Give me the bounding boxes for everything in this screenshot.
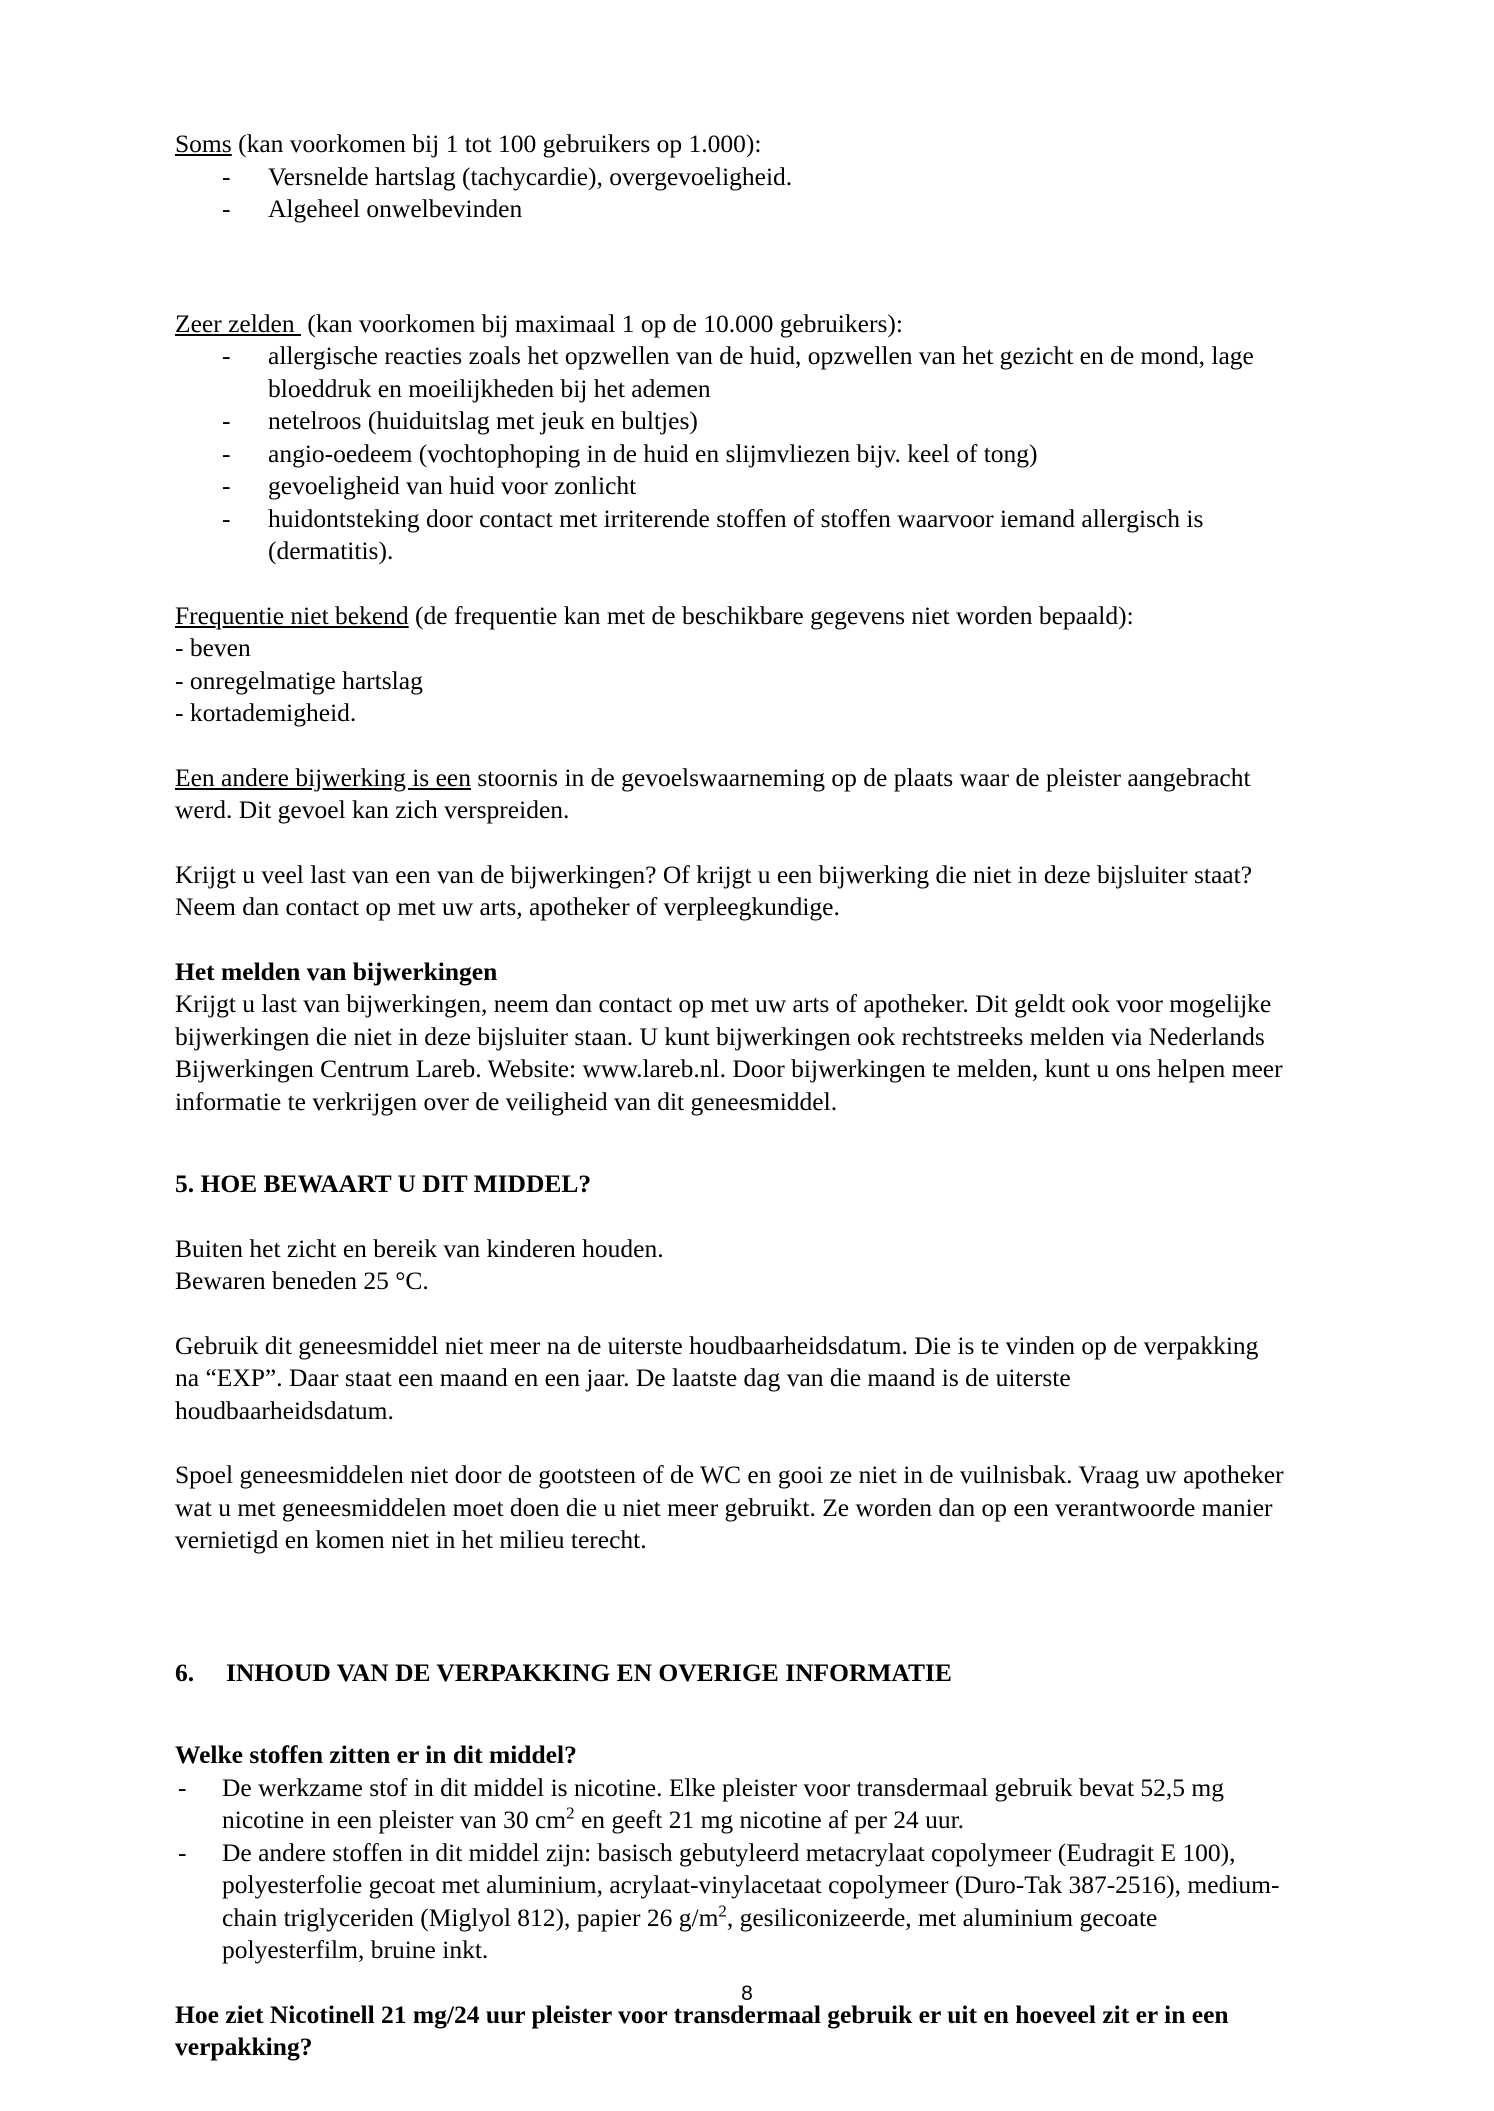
bullet-dash-icon: - bbox=[222, 161, 231, 191]
section6-heading-spacer bbox=[194, 1658, 226, 1687]
list-item-label: angio-oedeem (vochtophoping in de huid en slijmvliezen bijv. keel of tong) bbox=[268, 438, 1038, 468]
list-item bbox=[175, 1772, 1285, 1837]
list-item bbox=[175, 470, 1285, 503]
soms-lead bbox=[175, 128, 1285, 161]
frequentie-lead-underlined: Frequentie niet bekend bbox=[175, 600, 409, 630]
section5-storage-line1: Buiten het zicht en bereik van kinderen houden. bbox=[175, 1233, 664, 1263]
other-substances-text-part2: , gesiliconizeerde, met aluminium gecoate polyesterfilm, bruine inkt. bbox=[222, 1902, 1158, 1964]
soms-lead-underlined: Soms bbox=[175, 129, 232, 158]
zeer-zelden-lead bbox=[175, 308, 1285, 341]
list-item bbox=[175, 503, 1285, 568]
spacer bbox=[175, 730, 1285, 762]
zeer-zelden-list bbox=[175, 340, 1285, 568]
list-item-label: allergische reacties zoals het opzwellen van de huid, opzwellen van het gezicht en de mond, lage bloeddruk en moeilijkheden bij het ademen bbox=[268, 341, 1254, 403]
bullet-dash-icon: - bbox=[222, 438, 231, 468]
frequentie-lead-rest: (de frequentie kan met de beschikbare gegevens niet worden bepaald): bbox=[408, 600, 1134, 630]
bullet-dash-icon: - bbox=[222, 406, 231, 435]
spacer bbox=[175, 568, 1285, 600]
superscript-square: 2 bbox=[566, 1803, 575, 1823]
section6-subheading-ingredients: Welke stoffen zitten er in dit middel? bbox=[175, 1740, 577, 1769]
bullet-dash-icon: - bbox=[178, 1837, 187, 1867]
spacer bbox=[175, 1427, 1285, 1459]
spacer bbox=[175, 226, 1285, 308]
list-item bbox=[175, 193, 1285, 226]
list-item-label bbox=[222, 1838, 1280, 1965]
section5-heading: 5. HOE BEWAART U DIT MIDDEL? bbox=[175, 1169, 592, 1198]
spacer bbox=[175, 827, 1285, 859]
frequentie-item-kortademigheid: - kortademigheid. bbox=[175, 698, 357, 727]
andere-bijwerking-underlined: Een andere bijwerking is een bbox=[175, 762, 471, 792]
frequentie-item-beven: - beven bbox=[175, 633, 251, 662]
frequentie-item-onregelmatige-hartslag: - onregelmatige hartslag bbox=[175, 665, 423, 695]
list-item bbox=[175, 340, 1285, 405]
andere-bijwerking-rest: stoornis in de gevoelswaarneming op de plaats waar de pleister aangebracht werd. Dit gevoel kan zich verspreiden. bbox=[175, 762, 1257, 824]
soms-list bbox=[175, 161, 1285, 226]
section6-subheading-appearance: Hoe ziet Nicotinell 21 mg/24 uur pleister voor transdermaal gebruik er uit en hoeveel zit er in een verpakking? bbox=[175, 1999, 1235, 2061]
spacer bbox=[175, 1689, 1285, 1739]
bullet-dash-icon: - bbox=[222, 194, 231, 223]
zeer-zelden-lead-underlined: Zeer zelden bbox=[175, 308, 301, 338]
list-item-label: huidontsteking door contact met irriterende stoffen of stoffen waarvoor iemand allergisch is (dermatitis). bbox=[268, 503, 1204, 565]
active-substance-text-part1: De werkzame stof in dit middel is nicotine. Elke pleister voor transdermaal gebruik bevat 52,5 mg nicotine in een pleister van 30 cm bbox=[222, 1772, 1225, 1834]
melden-heading: Het melden van bijwerkingen bbox=[175, 956, 498, 986]
list-item-label: Versnelde hartslag (tachycardie), overgevoeligheid. bbox=[268, 161, 793, 191]
zeer-zelden-lead-rest: (kan voorkomen bij maximaal 1 op de 10.000 gebruikers): bbox=[301, 308, 903, 338]
melden-body: Krijgt u last van bijwerkingen, neem dan contact op met uw arts of apotheker. Dit geldt ook voor mogelijke bijwerkingen die niet in deze bijsluiter staan. U kunt bijwerkingen ook rechtstreeks melden via Nederlands Bijwerkingen Centrum Lareb. Website: www.lareb.nl. Door bijwerkingen te melden, kunt u ons helpen meer informatie te verkrijgen over de veiligheid van dit geneesmiddel. bbox=[175, 989, 1289, 1116]
page-content bbox=[175, 128, 1290, 2064]
section5-storage-line2: Bewaren beneden 25 °C. bbox=[175, 1266, 429, 1295]
section6-ingredients-list bbox=[175, 1772, 1285, 1967]
list-item-label bbox=[222, 1773, 1224, 1835]
bullet-dash-icon: - bbox=[222, 471, 231, 500]
list-item bbox=[175, 438, 1285, 471]
bullet-dash-icon: - bbox=[222, 341, 231, 370]
soms-lead-rest: (kan voorkomen bij 1 tot 100 gebruikers op 1.000): bbox=[231, 129, 762, 158]
spacer bbox=[175, 924, 1285, 956]
spacer bbox=[175, 1118, 1285, 1168]
active-substance-text-part2: en geeft 21 mg nicotine af per 24 uur. bbox=[574, 1805, 965, 1834]
superscript-square: 2 bbox=[718, 1901, 727, 1920]
section6-heading bbox=[175, 1657, 1285, 1690]
spacer bbox=[175, 1298, 1285, 1330]
bullet-dash-icon: - bbox=[178, 1772, 187, 1802]
list-item-label: Algeheel onwelbevinden bbox=[268, 194, 523, 223]
list-item bbox=[175, 161, 1285, 194]
spacer bbox=[175, 1557, 1285, 1657]
other-substances-text-part1: De andere stoffen in dit middel zijn: basisch gebutyleerd metacrylaat copolymeer (Eudragit E 100), polyesterfolie gecoat met aluminium, acrylaat-vinylacetaat copolymeer (Duro-Tak 387-2516), medium-chain triglyceriden (Miglyol 812), papier 26 g/m bbox=[222, 1837, 1280, 1932]
list-item bbox=[175, 405, 1285, 438]
section6-number: 6. bbox=[175, 1657, 195, 1687]
bullet-dash-icon: - bbox=[222, 503, 231, 533]
section6-heading-label: INHOUD VAN DE VERPAKKING EN OVERIGE INFORMATIE bbox=[226, 1657, 952, 1687]
frequentie-lead bbox=[175, 600, 1285, 633]
page-number: 8 bbox=[741, 1982, 753, 2005]
veel-last-paragraph: Krijgt u veel last van een van de bijwerkingen? Of krijgt u een bijwerking die niet in deze bijsluiter staat? Neem dan contact op met uw arts, apotheker of verpleegkundige. bbox=[175, 859, 1259, 921]
section5-disposal-paragraph: Spoel geneesmiddelen niet door de gootsteen of de WC en gooi ze niet in de vuilnisbak. Vraag uw apotheker wat u met geneesmiddelen moet doen die u niet meer gebruikt. Ze worden dan op een verantwoorde manier vernietigd en komen niet in het milieu terecht. bbox=[175, 1460, 1290, 1554]
list-item bbox=[175, 1837, 1285, 1967]
list-item-label: netelroos (huiduitslag met jeuk en bultjes) bbox=[268, 406, 698, 435]
spacer bbox=[175, 1201, 1285, 1233]
andere-bijwerking-paragraph bbox=[175, 762, 1285, 827]
list-item-label: gevoeligheid van huid voor zonlicht bbox=[268, 471, 637, 500]
section5-expiry-paragraph: Gebruik dit geneesmiddel niet meer na de uiterste houdbaarheidsdatum. Die is te vinden op de verpakking na “EXP”. Daar staat een maand en een jaar. De laatste dag van die maand is de uiterste houdbaarheidsdatum. bbox=[175, 1330, 1265, 1425]
